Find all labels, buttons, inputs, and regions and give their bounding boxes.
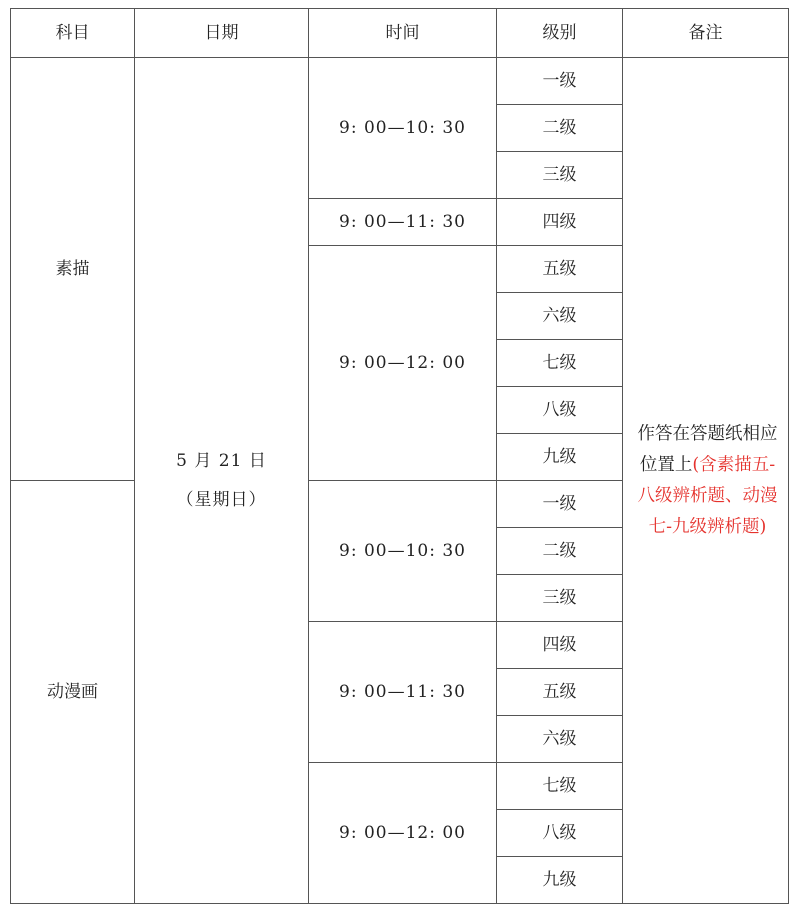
time-slot: 9: 00—11: 30 — [309, 622, 497, 763]
time-slot: 9: 00—11: 30 — [309, 199, 497, 246]
time-slot: 9: 00—12: 00 — [309, 246, 497, 481]
level-cell: 一级 — [497, 58, 623, 105]
level-cell: 六级 — [497, 293, 623, 340]
table-row — [11, 58, 789, 105]
header-time: 时间 — [309, 9, 497, 58]
level-cell: 八级 — [497, 810, 623, 857]
exam-date: 5 月 21 日 — [176, 450, 267, 471]
exam-weekday: （星期日） — [176, 489, 267, 510]
subject-sketch: 素描 — [11, 58, 135, 481]
level-cell: 四级 — [497, 622, 623, 669]
level-cell: 九级 — [497, 434, 623, 481]
level-cell: 四级 — [497, 199, 623, 246]
level-cell: 二级 — [497, 105, 623, 152]
note-cell — [623, 58, 789, 904]
time-slot: 9: 00—10: 30 — [309, 58, 497, 199]
subject-anime: 动漫画 — [11, 481, 135, 904]
level-cell: 八级 — [497, 387, 623, 434]
time-slot: 9: 00—10: 30 — [309, 481, 497, 622]
header-level: 级别 — [497, 9, 623, 58]
level-cell: 一级 — [497, 481, 623, 528]
level-cell: 五级 — [497, 246, 623, 293]
exam-date-cell — [135, 58, 309, 904]
level-cell: 二级 — [497, 528, 623, 575]
header-subject: 科目 — [11, 9, 135, 58]
header-date: 日期 — [135, 9, 309, 58]
level-cell: 五级 — [497, 669, 623, 716]
level-cell: 三级 — [497, 575, 623, 622]
header-note: 备注 — [623, 9, 789, 58]
level-cell: 三级 — [497, 152, 623, 199]
exam-schedule-table — [10, 8, 789, 904]
level-cell: 九级 — [497, 857, 623, 904]
table-header-row — [11, 9, 789, 58]
level-cell: 七级 — [497, 340, 623, 387]
note-text: 作答在答题纸相应位置上 — [637, 423, 778, 475]
level-cell: 七级 — [497, 763, 623, 810]
note-red-text: (含素描五-八级辨析题、动漫七-九级辨析题) — [637, 454, 778, 537]
time-slot: 9: 00—12: 00 — [309, 763, 497, 904]
level-cell: 六级 — [497, 716, 623, 763]
